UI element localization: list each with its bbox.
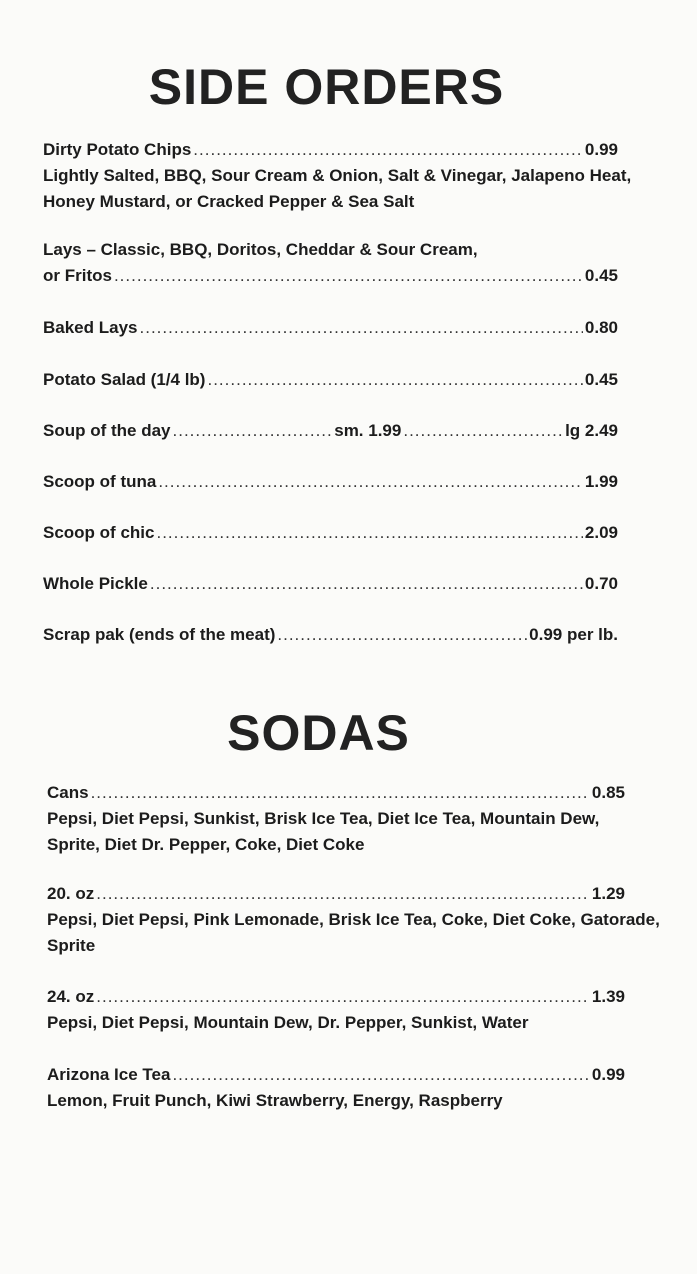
item-name: Whole Pickle xyxy=(43,574,148,593)
item-name: Cans xyxy=(47,783,89,802)
leader-dots xyxy=(277,622,527,648)
item-description: Lightly Salted, BBQ, Sour Cream & Onion, Salt & Vinegar, Jalapeno Heat, Honey Mustard, or Cracked Pepper & Sea Salt xyxy=(43,166,632,211)
menu-item-whole-pickle xyxy=(43,571,618,597)
item-price-small: sm. 1.99 xyxy=(334,421,402,440)
item-price: 0.80 xyxy=(584,318,618,337)
leader-dots xyxy=(173,418,333,444)
item-name: or Fritos xyxy=(43,266,112,285)
item-name: Dirty Potato Chips xyxy=(43,140,192,159)
menu-item-lays xyxy=(43,237,618,289)
item-price: 0.45 xyxy=(584,370,618,389)
menu-item-24oz xyxy=(47,984,625,1036)
item-name: Potato Salad (1/4 lb) xyxy=(43,370,206,389)
item-description: Pepsi, Diet Pepsi, Mountain Dew, Dr. Pepper, Sunkist, Water xyxy=(47,1013,529,1032)
item-description: Lays – Classic, BBQ, Doritos, Cheddar & Sour Cream, xyxy=(43,240,478,259)
item-name: 20. oz xyxy=(47,884,95,903)
menu-item-20oz xyxy=(47,881,660,959)
item-price: 1.39 xyxy=(591,987,625,1006)
item-price: 0.99 per lb. xyxy=(529,625,618,644)
leader-dots xyxy=(140,315,583,341)
menu-item-soup xyxy=(43,418,618,444)
menu-item-potato-salad xyxy=(43,367,618,393)
menu-item-arizona xyxy=(47,1062,625,1114)
item-name: Scoop of tuna xyxy=(43,472,157,491)
item-description: Pepsi, Diet Pepsi, Sunkist, Brisk Ice Tea, Diet Ice Tea, Mountain Dew, Sprite, Diet Dr. Pepper, Coke, Diet Coke xyxy=(47,809,600,854)
item-price: 0.99 xyxy=(584,140,618,159)
leader-dots xyxy=(172,1062,589,1088)
leader-dots xyxy=(158,469,583,495)
leader-dots xyxy=(156,520,582,546)
item-price: 0.70 xyxy=(584,574,618,593)
item-price: 1.29 xyxy=(591,884,625,903)
leader-dots xyxy=(207,367,582,393)
leader-dots xyxy=(403,418,563,444)
item-name: Scoop of chic xyxy=(43,523,155,542)
menu-item-scoop-chic xyxy=(43,520,618,546)
item-name: Scrap pak (ends of the meat) xyxy=(43,625,276,644)
item-name: Arizona Ice Tea xyxy=(47,1065,171,1084)
leader-dots xyxy=(91,780,590,806)
item-price: 0.85 xyxy=(591,783,625,802)
item-name: 24. oz xyxy=(47,987,95,1006)
item-name: Soup of the day xyxy=(43,421,171,440)
menu-item-scrap-pak xyxy=(43,622,618,648)
leader-dots xyxy=(193,137,583,163)
menu-item-dirty-potato-chips xyxy=(43,137,632,215)
item-price: 2.09 xyxy=(584,523,618,542)
leader-dots xyxy=(114,263,583,289)
item-description: Pepsi, Diet Pepsi, Pink Lemonade, Brisk Ice Tea, Coke, Diet Coke, Gatorade, Sprite xyxy=(47,910,660,955)
item-name: Baked Lays xyxy=(43,318,138,337)
item-price: 0.99 xyxy=(591,1065,625,1084)
item-description: Lemon, Fruit Punch, Kiwi Strawberry, Energy, Raspberry xyxy=(47,1091,503,1110)
menu-item-scoop-tuna xyxy=(43,469,618,495)
item-price: 1.99 xyxy=(584,472,618,491)
leader-dots xyxy=(96,984,590,1010)
leader-dots xyxy=(96,881,590,907)
item-price: 0.45 xyxy=(584,266,618,285)
menu-item-cans xyxy=(47,780,625,858)
leader-dots xyxy=(150,571,583,597)
item-price-large: lg 2.49 xyxy=(565,421,618,440)
sodas-heading: SODAS xyxy=(227,705,410,761)
menu-item-baked-lays xyxy=(43,315,618,341)
side-orders-heading: SIDE ORDERS xyxy=(148,59,505,115)
